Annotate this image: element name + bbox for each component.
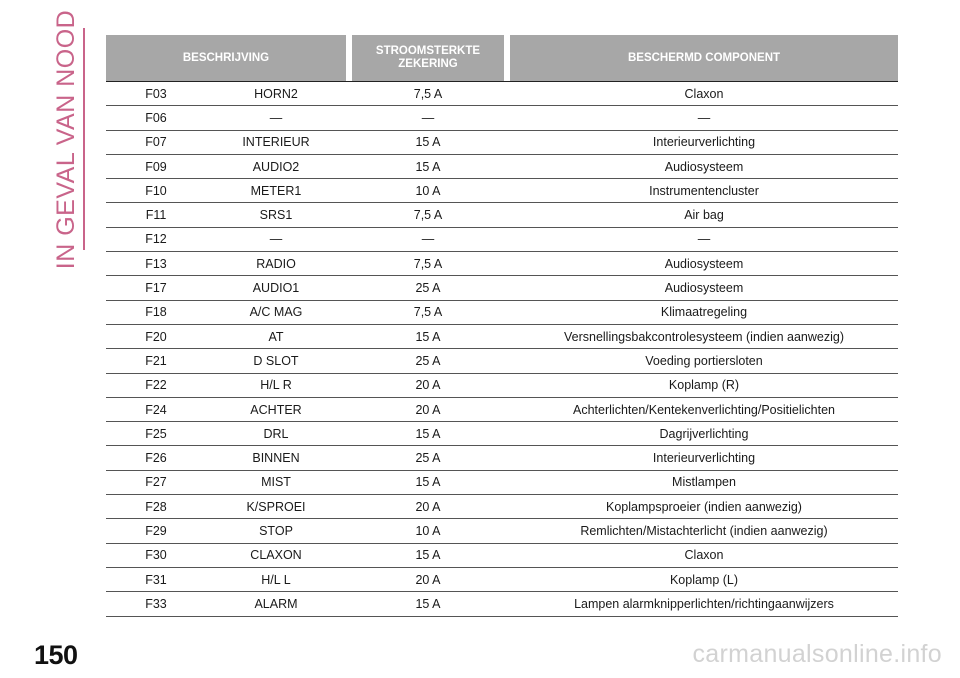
header-amperage-line2: ZEKERING bbox=[398, 58, 458, 70]
table-row bbox=[106, 155, 898, 179]
header-amperage-line1: STROOMSTERKTE bbox=[375, 45, 481, 57]
fuse-id-cell: F06 bbox=[106, 106, 206, 130]
component-cell: Interieurverlichting bbox=[510, 446, 898, 470]
amperage-cell: 15 A bbox=[346, 325, 510, 349]
fuse-name-cell: BINNEN bbox=[206, 446, 346, 470]
watermark: carmanualsonline.info bbox=[692, 640, 942, 668]
fuse-id-cell: F20 bbox=[106, 325, 206, 349]
fuse-table bbox=[106, 35, 898, 617]
component-cell: Versnellingsbakcontrolesysteem (indien aanwezig) bbox=[510, 325, 898, 349]
fuse-name-cell: ALARM bbox=[206, 592, 346, 616]
amperage-cell: 15 A bbox=[346, 155, 510, 179]
component-cell: Dagrijverlichting bbox=[510, 422, 898, 446]
table-row bbox=[106, 422, 898, 446]
amperage-cell: 7,5 A bbox=[346, 301, 510, 325]
fuse-id-cell: F29 bbox=[106, 519, 206, 543]
fuse-name-cell: HORN2 bbox=[206, 82, 346, 106]
fuse-id-cell: F12 bbox=[106, 228, 206, 252]
table-row bbox=[106, 325, 898, 349]
fuse-name-cell: D SLOT bbox=[206, 349, 346, 373]
component-cell: Voeding portiersloten bbox=[510, 349, 898, 373]
fuse-name-cell: MIST bbox=[206, 471, 346, 495]
fuse-name-cell: STOP bbox=[206, 519, 346, 543]
table-row bbox=[106, 374, 898, 398]
fuse-name-cell: — bbox=[206, 228, 346, 252]
component-cell: Koplampsproeier (indien aanwezig) bbox=[510, 495, 898, 519]
component-cell: Klimaatregeling bbox=[510, 301, 898, 325]
fuse-id-cell: F03 bbox=[106, 82, 206, 106]
amperage-cell: 15 A bbox=[346, 592, 510, 616]
fuse-id-cell: F26 bbox=[106, 446, 206, 470]
component-cell: Claxon bbox=[510, 544, 898, 568]
fuse-id-cell: F21 bbox=[106, 349, 206, 373]
table-header-row bbox=[106, 35, 898, 82]
header-amperage bbox=[352, 35, 504, 82]
table-body bbox=[106, 82, 898, 617]
amperage-cell: 25 A bbox=[346, 446, 510, 470]
amperage-cell: 25 A bbox=[346, 276, 510, 300]
fuse-id-cell: F25 bbox=[106, 422, 206, 446]
table-row bbox=[106, 82, 898, 106]
table-row bbox=[106, 106, 898, 130]
component-cell: Lampen alarmknipperlichten/richtingaanwijzers bbox=[510, 592, 898, 616]
table-row bbox=[106, 568, 898, 592]
table-row bbox=[106, 252, 898, 276]
table-row bbox=[106, 471, 898, 495]
amperage-cell: 15 A bbox=[346, 422, 510, 446]
section-sidebar bbox=[51, 9, 85, 269]
table-row bbox=[106, 349, 898, 373]
amperage-cell: 15 A bbox=[346, 544, 510, 568]
amperage-cell: 20 A bbox=[346, 398, 510, 422]
table-row bbox=[106, 446, 898, 470]
component-cell: Achterlichten/Kentekenverlichting/Positielichten bbox=[510, 398, 898, 422]
table-row bbox=[106, 398, 898, 422]
amperage-cell: 10 A bbox=[346, 519, 510, 543]
table-row bbox=[106, 276, 898, 300]
component-cell: Claxon bbox=[510, 82, 898, 106]
amperage-cell: 7,5 A bbox=[346, 82, 510, 106]
fuse-name-cell: METER1 bbox=[206, 179, 346, 203]
fuse-id-cell: F27 bbox=[106, 471, 206, 495]
fuse-name-cell: AUDIO1 bbox=[206, 276, 346, 300]
fuse-id-cell: F22 bbox=[106, 374, 206, 398]
component-cell: Audiosysteem bbox=[510, 252, 898, 276]
amperage-cell: 10 A bbox=[346, 179, 510, 203]
table-row bbox=[106, 592, 898, 616]
component-cell: Koplamp (L) bbox=[510, 568, 898, 592]
fuse-id-cell: F24 bbox=[106, 398, 206, 422]
amperage-cell: 15 A bbox=[346, 131, 510, 155]
amperage-cell: 7,5 A bbox=[346, 252, 510, 276]
fuse-id-cell: F33 bbox=[106, 592, 206, 616]
component-cell: Remlichten/Mistachterlicht (indien aanwezig) bbox=[510, 519, 898, 543]
fuse-name-cell: RADIO bbox=[206, 252, 346, 276]
component-cell: Mistlampen bbox=[510, 471, 898, 495]
amperage-cell: 20 A bbox=[346, 374, 510, 398]
fuse-id-cell: F09 bbox=[106, 155, 206, 179]
component-cell: Audiosysteem bbox=[510, 155, 898, 179]
fuse-id-cell: F17 bbox=[106, 276, 206, 300]
fuse-name-cell: AUDIO2 bbox=[206, 155, 346, 179]
fuse-name-cell: INTERIEUR bbox=[206, 131, 346, 155]
header-description: BESCHRIJVING bbox=[106, 35, 346, 82]
amperage-cell: 25 A bbox=[346, 349, 510, 373]
fuse-name-cell: H/L R bbox=[206, 374, 346, 398]
table-row bbox=[106, 228, 898, 252]
fuse-name-cell: SRS1 bbox=[206, 203, 346, 227]
table-row bbox=[106, 131, 898, 155]
fuse-id-cell: F31 bbox=[106, 568, 206, 592]
section-title: IN GEVAL VAN NOOD bbox=[52, 9, 81, 269]
component-cell: Audiosysteem bbox=[510, 276, 898, 300]
fuse-name-cell: H/L L bbox=[206, 568, 346, 592]
fuse-name-cell: ACHTER bbox=[206, 398, 346, 422]
fuse-name-cell: CLAXON bbox=[206, 544, 346, 568]
table-row bbox=[106, 544, 898, 568]
fuse-name-cell: DRL bbox=[206, 422, 346, 446]
amperage-cell: 20 A bbox=[346, 568, 510, 592]
page-number: 150 bbox=[34, 640, 78, 670]
table-row bbox=[106, 203, 898, 227]
amperage-cell: 20 A bbox=[346, 495, 510, 519]
table-row bbox=[106, 495, 898, 519]
table-row bbox=[106, 519, 898, 543]
header-component: BESCHERMD COMPONENT bbox=[510, 35, 898, 82]
component-cell: — bbox=[510, 228, 898, 252]
amperage-cell: 15 A bbox=[346, 471, 510, 495]
component-cell: Koplamp (R) bbox=[510, 374, 898, 398]
fuse-name-cell: — bbox=[206, 106, 346, 130]
component-cell: Air bag bbox=[510, 203, 898, 227]
fuse-name-cell: AT bbox=[206, 325, 346, 349]
table-row bbox=[106, 179, 898, 203]
amperage-cell: 7,5 A bbox=[346, 203, 510, 227]
fuse-id-cell: F10 bbox=[106, 179, 206, 203]
fuse-id-cell: F30 bbox=[106, 544, 206, 568]
component-cell: — bbox=[510, 106, 898, 130]
fuse-id-cell: F11 bbox=[106, 203, 206, 227]
component-cell: Interieurverlichting bbox=[510, 131, 898, 155]
component-cell: Instrumentencluster bbox=[510, 179, 898, 203]
fuse-name-cell: A/C MAG bbox=[206, 301, 346, 325]
amperage-cell: — bbox=[346, 228, 510, 252]
amperage-cell: — bbox=[346, 106, 510, 130]
fuse-id-cell: F28 bbox=[106, 495, 206, 519]
fuse-id-cell: F18 bbox=[106, 301, 206, 325]
fuse-name-cell: K/SPROEI bbox=[206, 495, 346, 519]
fuse-id-cell: F13 bbox=[106, 252, 206, 276]
table-row bbox=[106, 301, 898, 325]
fuse-id-cell: F07 bbox=[106, 131, 206, 155]
